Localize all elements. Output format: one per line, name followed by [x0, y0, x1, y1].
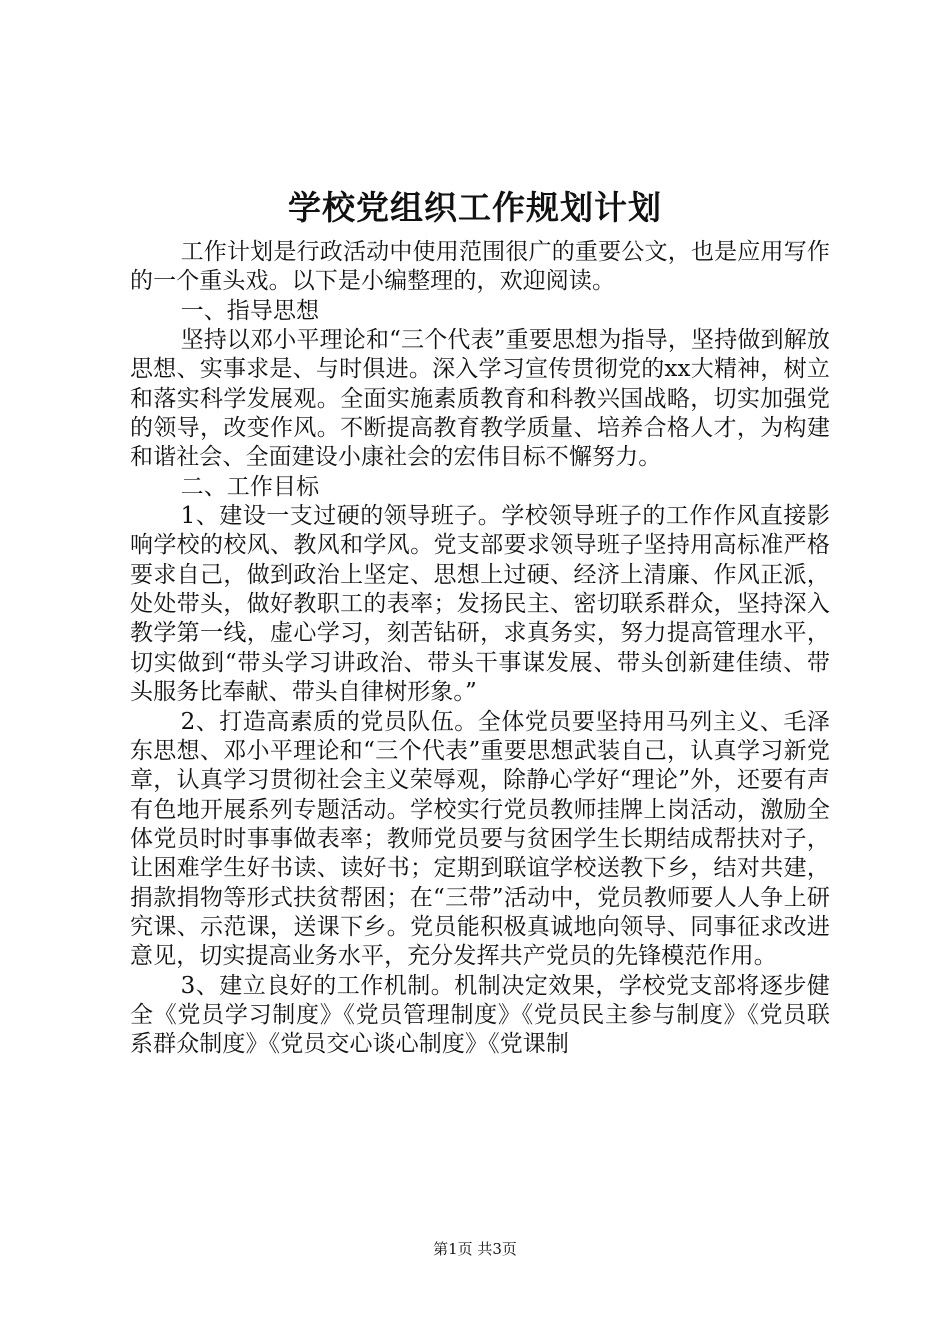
guiding-thought-paragraph: 坚持以邓小平理论和“三个代表”重要思想为指导，坚持做到解放思想、实事求是、与时俱进。深入学习宣传贯彻党的xx大精神，树立和落实科学发展观。全面实施素质教育和科教兴国战略，切实加强党的领导，改变作风。不断提高教育教学质量、培养合格人才，为构建和谐社会、全面建设小康社会的宏伟目标不懈努力。 — [130, 327, 830, 471]
document-title: 学校党组织工作规划计划 — [288, 188, 662, 227]
document-body — [130, 238, 830, 1060]
goal-2-paragraph: 2、打造高素质的党员队伍。全体党员要坚持用马列主义、毛泽东思想、邓小平理论和“三个代表”重要思想武装自己，认真学习新党章，认真学习贯彻社会主义荣辱观，除静心学好“理论”外，还要有声有色地开展系列专题活动。学校实行党员教师挂牌上岗活动，激励全体党员时时事事做表率；教师党员要与贫困学生长期结成帮扶对子，让困难学生好书读、读好书；定期到联谊学校送教下乡，结对共建，捐款捐物等形式扶贫帮困；在“三带”活动中，党员教师要人人争上研究课、示范课，送课下乡。党员能积极真诚地向领导、同事征求改进意见，切实提高业务水平，充分发挥共产党员的先锋模范作用。 — [130, 708, 830, 970]
page-number-footer: 第1页 共3页 — [433, 1240, 517, 1258]
section-heading-work-goals: 二、工作目标 — [180, 473, 320, 500]
goal-3-paragraph: 3、建立良好的工作机制。机制决定效果，学校党支部将逐步健全《党员学习制度》《党员管理制度》《党员民主参与制度》《党员联系群众制度》《党员交心谈心制度》《党课制 — [130, 972, 830, 1058]
intro-paragraph: 工作计划是行政活动中使用范围很广的重要公文，也是应用写作的一个重头戏。以下是小编整理的，欢迎阅读。 — [130, 239, 830, 295]
section-heading-guiding-thought: 一、指导思想 — [180, 297, 320, 324]
goal-1-paragraph: 1、建设一支过硬的领导班子。学校领导班子的工作作风直接影响学校的校风、教风和学风。党支部要求领导班子坚持用高标准严格要求自己，做到政治上坚定、思想上过硬、经济上清廉、作风正派，处处带头，做好教职工的表率；发扬民主、密切联系群众，坚持深入教学第一线，虚心学习，刻苦钻研，求真务实，努力提高管理水平，切实做到“带头学习讲政治、带头干事谋发展、带头创新建佳绩、带头服务比奉献、带头自律树形象。” — [130, 503, 830, 706]
